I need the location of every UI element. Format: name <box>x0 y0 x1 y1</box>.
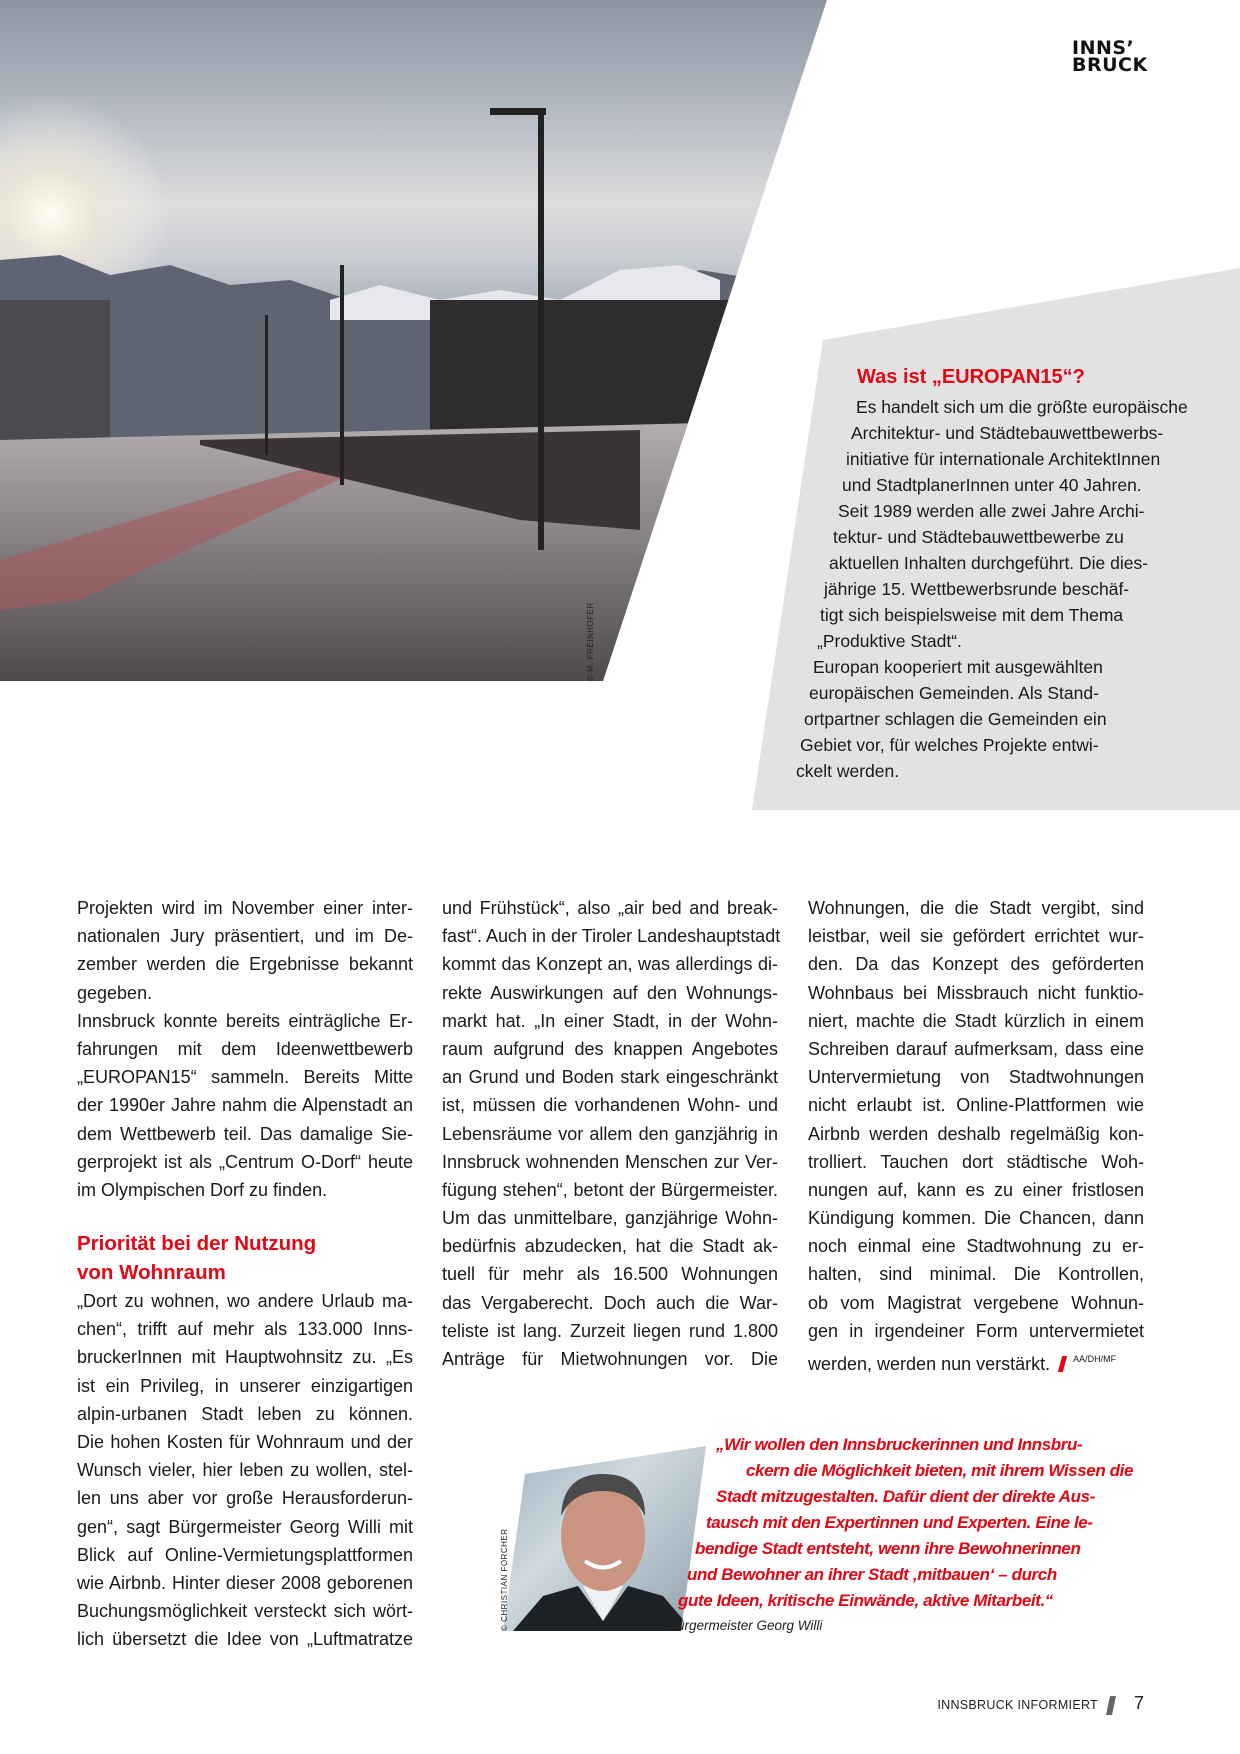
text-line-content: Kündigung kommen. Die Chancen, dann <box>808 1208 1144 1229</box>
info-box-line: europäischen Gemeinden. Als Stand- <box>809 683 1099 703</box>
text-line <box>808 894 1144 922</box>
quote-line: bendige Stadt entsteht, wenn ihre Bewohnerinnen <box>695 1539 1081 1558</box>
promenade-scene <box>0 0 827 681</box>
article-column-3 <box>808 894 1144 1373</box>
text-line-content: Untervermietung von Stadtwohnungen <box>808 1067 1144 1088</box>
text-line <box>442 1007 778 1035</box>
article-column-2 <box>442 894 781 1373</box>
info-box-line: jährige 15. Wettbewerbsrunde beschäf- <box>824 579 1130 599</box>
text-line <box>77 950 413 978</box>
text-line-content: Blick auf Online-Vermietungsplattformen <box>77 1544 413 1565</box>
text-line-content: „Dort zu wohnen, wo andere Urlaub ma- <box>77 1291 413 1312</box>
paragraph <box>77 1287 413 1653</box>
text-line <box>77 894 413 922</box>
text-line-content: gegeben. <box>77 982 153 1003</box>
left-buildings <box>0 300 110 440</box>
author-initials: AA/DH/MF <box>1073 1354 1117 1364</box>
info-box-line: und StadtplanerInnen unter 40 Jahren. <box>842 475 1142 495</box>
text-line-content: ob vom Magistrat vergebene Wohnun- <box>808 1292 1144 1313</box>
text-line-content: an Grund und Boden stark eingeschränkt <box>442 1067 778 1088</box>
text-line-content: und Frühstück“, also „air bed and break- <box>442 898 778 918</box>
text-line <box>442 894 778 922</box>
text-line-content: alpin-urbanen Stadt leben zu können. <box>77 1403 413 1424</box>
text-line <box>442 1091 778 1119</box>
info-box-line: aktuellen Inhalten durchgeführt. Die dies- <box>829 553 1149 573</box>
section-heading-line: Priorität bei der Nutzung <box>77 1232 317 1256</box>
text-line-content: chen“, trifft auf mehr als 133.000 Inns- <box>77 1319 413 1340</box>
text-line <box>77 1063 413 1091</box>
street-lamp <box>340 265 344 485</box>
text-line <box>808 1063 1144 1091</box>
info-box-title: Was ist „EUROPAN15“? <box>857 366 1085 388</box>
text-line <box>808 1289 1144 1317</box>
text-line <box>442 1148 778 1176</box>
text-line <box>808 1148 1144 1176</box>
text-line-content: markt hat. „In einer Stadt, in der Wohn- <box>442 1010 778 1031</box>
text-line <box>442 1260 778 1288</box>
paragraph <box>77 1007 413 1204</box>
section-heading-line: von Wohnraum <box>77 1260 226 1284</box>
text-line-content: gerprojekt ist als „Centrum O-Dorf“ heute <box>77 1151 413 1172</box>
text-line <box>442 1035 778 1063</box>
text-line-content: dem Wettbewerb teil. Das damalige Sie- <box>77 1123 413 1144</box>
innsbruck-logo <box>1072 37 1148 76</box>
text-line <box>77 1597 413 1625</box>
lamp-head <box>490 108 546 115</box>
text-line-content: Wohnbaus bei Missbrauch nicht funktio- <box>808 982 1144 1003</box>
quote-line: gute Ideen, kritische Einwände, aktive Mitarbeit.“ <box>678 1591 1053 1610</box>
text-line <box>808 1232 1144 1260</box>
text-line <box>77 1148 413 1176</box>
text-line-content: raum aufgrund des knappen Angebotes <box>442 1038 778 1059</box>
info-box-line: tigt sich beispielsweise mit dem Thema <box>820 605 1124 625</box>
text-line <box>442 1232 778 1260</box>
text-line <box>442 922 781 950</box>
quote-line: tausch mit den Expertinnen und Experten. Eine le- <box>706 1513 1093 1532</box>
info-box-line: Architektur- und Städtebauwettbewerbs- <box>851 423 1164 443</box>
text-line-content: bedürfnis abzudecken, hat die Stadt ak- <box>442 1236 778 1257</box>
text-line <box>442 1120 778 1148</box>
text-line <box>442 1176 778 1204</box>
text-line-content: fügung stehen“, betont der Bürgermeister. <box>442 1179 778 1200</box>
paragraph <box>442 894 781 1373</box>
text-line-content: Lebensräume vor allem den ganzjährig in <box>442 1123 778 1144</box>
text-line-content: Wunsch vieler, hier leben zu wollen, stel- <box>77 1460 413 1481</box>
text-line <box>77 979 413 1007</box>
text-line-content: fahrungen mit dem Ideenwettbewerb <box>77 1038 413 1059</box>
text-line-content: tuell für mehr als 16.500 Wohnungen <box>442 1264 778 1285</box>
footer-divider <box>1106 1696 1116 1715</box>
text-line <box>442 979 778 1007</box>
text-line <box>77 1091 413 1119</box>
text-line <box>808 1204 1144 1232</box>
text-line <box>77 1541 413 1569</box>
text-line <box>77 1428 413 1456</box>
footer-publication-name: INNSBRUCK INFORMIERT <box>937 1698 1098 1712</box>
text-line <box>808 979 1144 1007</box>
text-line <box>442 1345 778 1373</box>
text-line-content: fast“. Auch in der Tiroler Landeshauptstadt <box>442 926 781 947</box>
text-line-content: Projekten wird im November einer inter- <box>77 898 413 918</box>
text-line-content: werden, werden nun verstärkt. <box>808 1354 1051 1374</box>
text-line-content: der 1990er Jahre nahm die Alpenstadt an <box>77 1095 413 1116</box>
text-line-content: Um das unmittelbare, ganzjährige Wohn- <box>442 1208 778 1229</box>
text-line-content: nungen auf, kann es zu einer fristlosen <box>808 1179 1144 1200</box>
info-box-line: initiative für internationale ArchitektInnen <box>846 449 1161 469</box>
text-line-content: Wohnungen, die die Stadt vergibt, sind <box>808 898 1144 918</box>
text-line <box>77 1456 413 1484</box>
quote-line: und Bewohner an ihrer Stadt ‚mitbauen‘ – durch <box>687 1565 1057 1584</box>
text-line-content: ist ein Privileg, in unserer einzigartigen <box>77 1375 413 1396</box>
text-line-content: len uns aber vor große Herausforderun- <box>77 1488 413 1509</box>
street-lamp <box>265 315 268 455</box>
logo-line-2: BRUCK <box>1072 54 1148 76</box>
text-line-content: Schreiben darauf aufmerksam, dass eine <box>808 1038 1144 1059</box>
page-number: 7 <box>1134 1693 1145 1713</box>
text-line <box>442 950 778 978</box>
text-line-content: Die hohen Kosten für Wohnraum und der <box>77 1432 413 1452</box>
text-line-content: gen in irgendeiner Form untervermietet <box>808 1320 1144 1341</box>
paragraph <box>808 894 1144 1373</box>
text-line <box>77 1176 413 1204</box>
text-line-content: rekte Auswirkungen auf den Wohnungs- <box>442 982 778 1003</box>
text-line-content: nationalen Jury präsentiert, und im De- <box>77 926 413 947</box>
text-line <box>808 1091 1144 1119</box>
text-line <box>442 1063 778 1091</box>
text-line-content: Buchungsmöglichkeit versteckt sich wört- <box>77 1601 413 1622</box>
text-line-content: Innsbruck wohnenden Menschen zur Ver- <box>442 1151 778 1172</box>
text-line <box>808 1120 1144 1148</box>
quote-line: ckern die Möglichkeit bieten, mit ihrem Wissen die <box>746 1461 1134 1480</box>
text-line-content: wie Airbnb. Hinter dieser 2008 geborenen <box>77 1572 413 1593</box>
info-box-line: „Produktive Stadt“. <box>817 631 962 651</box>
text-line-content: lich übersetzt die Idee von „Luftmatratze <box>77 1629 413 1650</box>
info-box-line: tektur- und Städtebauwettbewerbe zu <box>833 527 1124 547</box>
text-line-content: Anträge für Mietwohnungen vor. Die <box>442 1349 778 1369</box>
header-photo <box>0 0 827 681</box>
text-line-content: den. Da das Konzept des geförderten <box>808 954 1144 975</box>
paragraph <box>77 894 413 1007</box>
logo-line-1: INNS’ <box>1072 37 1135 59</box>
text-line <box>808 1260 1144 1288</box>
text-line <box>77 1287 413 1315</box>
text-line <box>77 1315 413 1343</box>
text-line <box>77 1484 413 1512</box>
end-mark-icon <box>1058 1356 1067 1372</box>
text-line <box>77 1625 413 1653</box>
text-line-content: bruckerInnen mit Hauptwohnsitz zu. „Es <box>77 1347 413 1368</box>
text-line <box>77 1513 413 1541</box>
text-line-content: leistbar, weil sie gefördert errichtet wur- <box>808 926 1144 947</box>
text-line-content: nicht erlaubt ist. Online-Plattformen wie <box>808 1095 1144 1116</box>
text-line <box>442 1317 778 1345</box>
text-line-content: noch einmal eine Stadtwohnung zu er- <box>808 1236 1144 1257</box>
text-line-content: gen“, sagt Bürgermeister Georg Willi mit <box>77 1516 413 1537</box>
text-line <box>808 1176 1144 1204</box>
info-box-line: Gebiet vor, für welches Projekte entwi- <box>800 735 1099 755</box>
text-line-content: im Olympischen Dorf zu finden. <box>77 1179 328 1200</box>
quote-line: „Wir wollen den Innsbruckerinnen und Innsbru- <box>716 1435 1083 1454</box>
mayor-portrait <box>503 1446 706 1631</box>
text-line-content: das Vergaberecht. Doch auch die War- <box>442 1292 778 1313</box>
text-line <box>808 1317 1144 1345</box>
text-line <box>808 1035 1144 1063</box>
text-line <box>808 950 1144 978</box>
text-line <box>77 1569 413 1597</box>
text-line-content: kommt das Konzept an, was allerdings di- <box>442 954 778 975</box>
text-line-content: teliste ist lang. Zurzeit liegen rund 1.800 <box>442 1320 778 1341</box>
text-line-content: Innsbruck konnte bereits einträgliche Er- <box>77 1010 413 1031</box>
text-line <box>442 1204 778 1232</box>
text-line-content: Airbnb werden deshalb regelmäßig kon- <box>808 1123 1144 1144</box>
photo-credit: © M. FREINHOFER <box>586 602 595 681</box>
text-line <box>77 1035 413 1063</box>
info-box-line: Seit 1989 werden alle zwei Jahre Archi- <box>838 501 1145 521</box>
text-line <box>77 1372 413 1400</box>
portrait-credit: © CHRISTIAN FORCHER <box>500 1528 509 1631</box>
text-line <box>77 922 413 950</box>
text-line-content: „EUROPAN15“ sammeln. Bereits Mitte <box>77 1067 413 1088</box>
text-line-content: zember werden die Ergebnisse bekannt <box>77 954 413 975</box>
street-lamp <box>538 110 544 550</box>
info-box-line: Europan kooperiert mit ausgewählten <box>813 657 1103 677</box>
text-line-content: ist, müssen die vorhandenen Wohn- und <box>442 1095 778 1116</box>
text-line <box>808 1345 1144 1373</box>
text-line-content: trolliert. Tauchen dort städtische Woh- <box>808 1151 1144 1172</box>
info-box-line: Es handelt sich um die größte europäische <box>856 397 1188 417</box>
text-line <box>77 1120 413 1148</box>
text-line <box>808 1007 1144 1035</box>
text-line <box>77 1007 413 1035</box>
info-box-line: ortpartner schlagen die Gemeinden ein <box>804 709 1107 729</box>
text-line <box>442 1289 778 1317</box>
text-line-content: halten, sind minimal. Die Kontrollen, <box>808 1264 1144 1285</box>
portrait-image <box>503 1446 706 1631</box>
text-line <box>77 1400 413 1428</box>
quote-author: Bürgermeister Georg Willi <box>668 1618 823 1633</box>
apartment-buildings <box>430 300 730 440</box>
section-heading <box>77 1230 413 1287</box>
text-line <box>808 922 1144 950</box>
info-box-line: ckelt werden. <box>796 761 900 781</box>
text-line-content: niert, machte die Stadt kürzlich in einem <box>808 1010 1144 1031</box>
article-column-1 <box>77 894 413 1654</box>
quote-line: Stadt mitzugestalten. Dafür dient der direkte Aus- <box>716 1487 1095 1506</box>
text-line <box>77 1343 413 1371</box>
